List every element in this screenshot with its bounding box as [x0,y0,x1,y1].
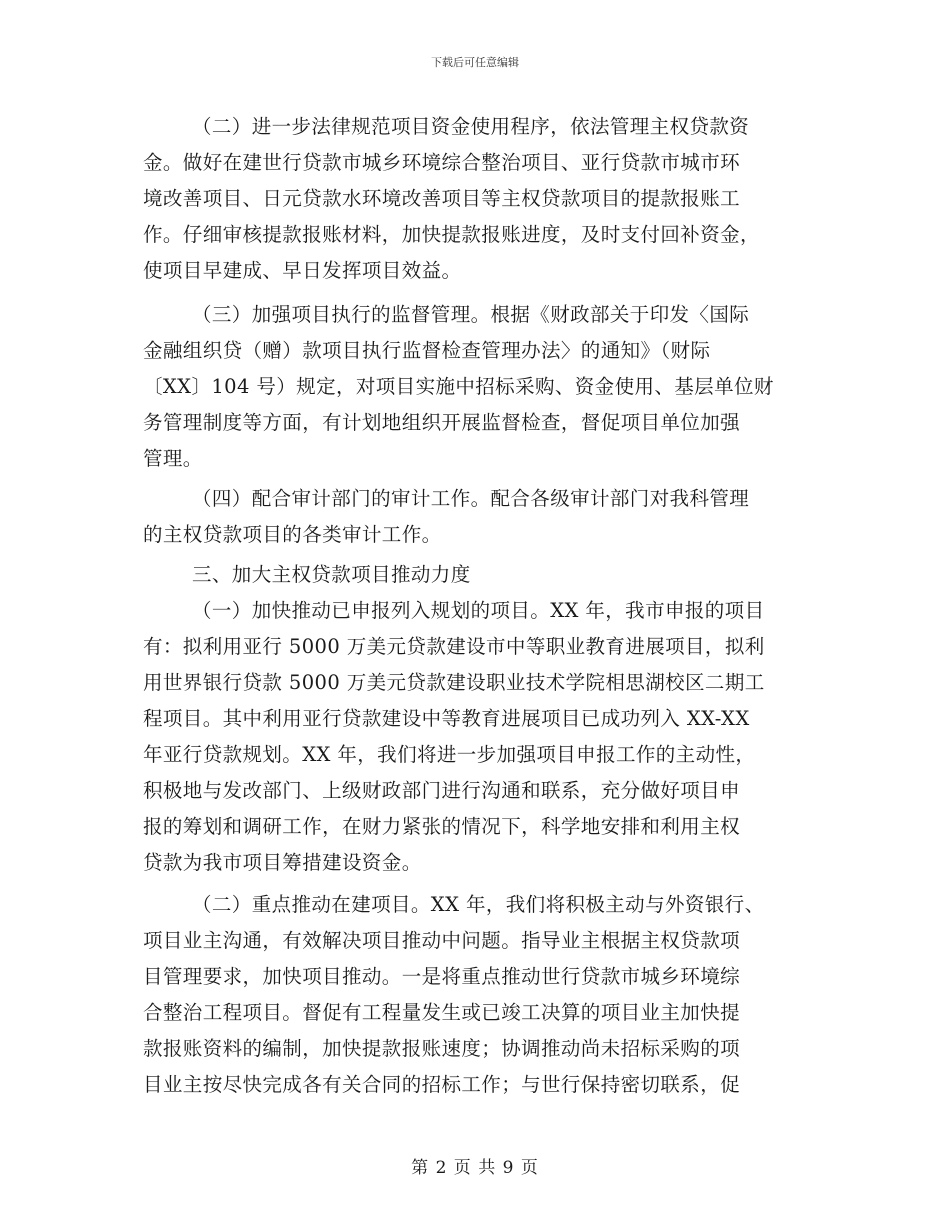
paragraph-line: 年亚行贷款规划。XX 年，我们将进一步加强项目申报工作的主动性， [143,743,756,766]
paragraph-line: 目管理要求，加快项目推动。一是将重点推动世行贷款市城乡环境综 [143,965,741,988]
paragraph-line: （二）重点推动在建项目。XX 年，我们将积极主动与外资银行、 [192,893,765,916]
paragraph-line: 合整治工程项目。督促有工程量发生或已竣工决算的项目业主加快提 [143,1001,741,1024]
paragraph-line: 有：拟利用亚行 5000 万美元贷款建设市中等职业教育进展项目，拟利 [143,635,765,658]
paragraph-line: 境改善项目、日元贷款水环境改善项目等主权贷款项目的提款报账工 [143,187,741,210]
page-header: 下载后可任意编辑 [431,56,519,69]
section-heading: 三、加大主权贷款项目推动力度 [192,563,471,586]
paragraph-line: 积极地与发改部门、上级财政部门进行沟通和联系，充分做好项目申 [143,779,741,802]
paragraph-line: 款报账资料的编制，加快提款报账速度；协调推动尚未招标采购的项 [143,1037,741,1060]
paragraph-line: （三）加强项目执行的监督管理。根据《财政部关于印发〈国际 [192,303,750,326]
page-number-footer: 第 2 页 共 9 页 [411,1158,539,1178]
paragraph-line: 务管理制度等方面，有计划地组织开展监督检查，督促项目单位加强 [143,411,741,434]
paragraph-line: （四）配合审计部门的审计工作。配合各级审计部门对我科管理 [192,487,750,510]
paragraph-line: （二）进一步法律规范项目资金使用程序，依法管理主权贷款资 [192,115,750,138]
paragraph-line: 金融组织贷（赠）款项目执行监督检查管理办法〉的通知》（财际 [143,339,711,362]
paragraph-line: 作。仔细审核提款报账材料，加快提款报账进度，及时支付回补资金， [143,223,760,246]
paragraph-line: 程项目。其中利用亚行贷款建设中等教育进展项目已成功列入 XX-XX [143,707,750,730]
paragraph-line: 金。做好在建世行贷款市城乡环境综合整治项目、亚行贷款市城市环 [143,151,741,174]
paragraph-line: 的主权贷款项目的各类审计工作。 [143,523,442,546]
paragraph-line: 项目业主沟通，有效解决项目推动中问题。指导业主根据主权贷款项 [143,929,741,952]
paragraph-line: 管理。 [143,447,203,470]
paragraph-line: 报的筹划和调研工作，在财力紧张的情况下，科学地安排和利用主权 [143,815,741,838]
paragraph-line: 用世界银行贷款 5000 万美元贷款建设职业技术学院相思湖校区二期工 [143,671,765,694]
paragraph-line: 〔XX〕104 号）规定，对项目实施中招标采购、资金使用、基层单位财 [143,375,774,398]
paragraph-line: 使项目早建成、早日发挥项目效益。 [143,259,462,282]
paragraph-line: 贷款为我市项目筹措建设资金。 [143,851,422,874]
paragraph-line: 目业主按尽快完成各有关合同的招标工作；与世行保持密切联系，促 [143,1073,741,1096]
paragraph-line: （一）加快推动已申报列入规划的项目。XX 年，我市申报的项目 [192,599,765,622]
